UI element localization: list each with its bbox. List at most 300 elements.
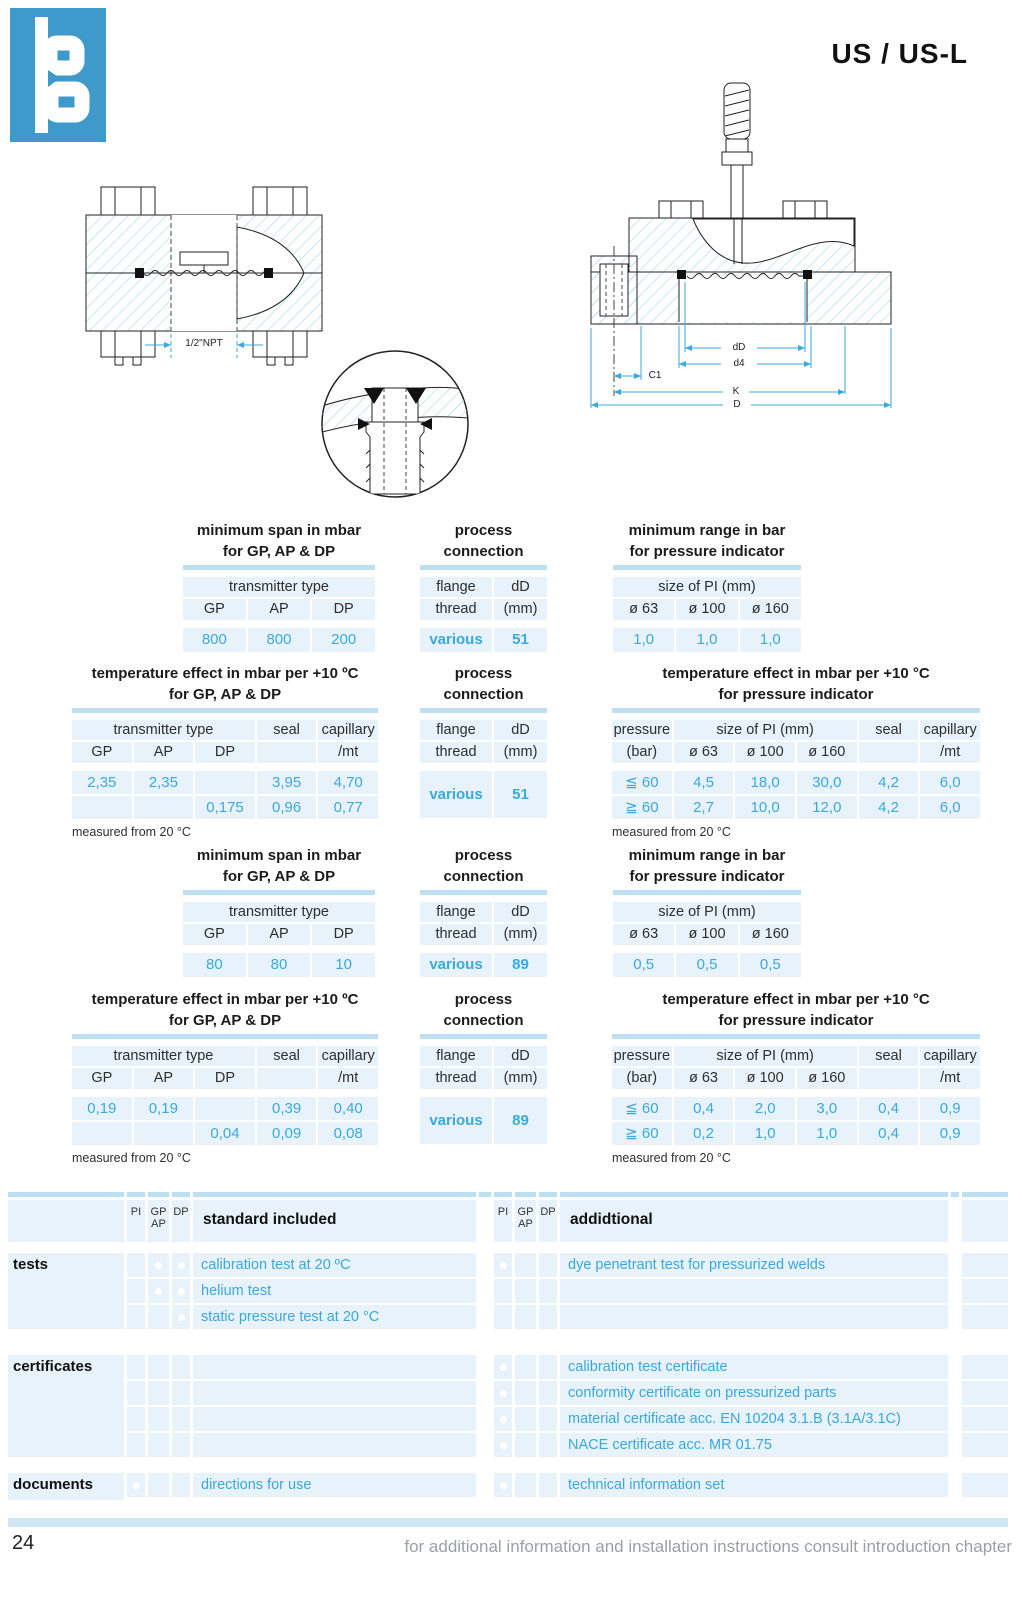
dp-cell <box>539 1433 557 1457</box>
column-header: flange <box>420 902 492 922</box>
value-cell: 10 <box>312 953 375 977</box>
dp-cell <box>539 1355 557 1379</box>
value-cell: 0,4 <box>859 1097 919 1120</box>
column-header: AP <box>134 1068 194 1089</box>
column-header: GP <box>72 742 132 763</box>
page-number: 24 <box>12 1532 35 1554</box>
pi-range-table-2 <box>613 845 801 977</box>
certificate-item: conformity certificate on pressurized parts <box>560 1381 948 1405</box>
dp-cell <box>172 1407 190 1431</box>
row-header: ≧ 60 <box>612 1122 672 1145</box>
value-cell: 2,0 <box>735 1097 795 1120</box>
pi-cell <box>494 1305 512 1329</box>
column-header: dD <box>494 1046 547 1066</box>
value-cell: various <box>420 771 492 818</box>
column-header: flange <box>420 577 492 597</box>
matrix-end-cell <box>962 1200 1008 1242</box>
pi-cell <box>494 1279 512 1303</box>
column-header: /mt <box>318 742 378 763</box>
value-cell: 800 <box>183 628 246 652</box>
group-header: size of PI (mm) <box>674 1046 857 1066</box>
gp-ap-cell <box>148 1253 169 1277</box>
pi-cell <box>494 1253 512 1277</box>
column-header: capillary <box>318 1046 378 1066</box>
dp-column-header: DP <box>172 1200 190 1242</box>
value-cell: 1,0 <box>797 1122 857 1145</box>
dp-cell <box>539 1305 557 1329</box>
gp-ap-cell <box>148 1407 169 1431</box>
table-header <box>183 902 375 945</box>
column-header: flange <box>420 720 492 740</box>
min-span-table-1 <box>183 520 375 652</box>
pi-column-header: PI <box>494 1200 512 1242</box>
matrix-label-header <box>8 1200 124 1242</box>
column-header: /mt <box>920 742 980 763</box>
table-footnote: measured from 20 °C <box>612 1151 731 1165</box>
process-connection-table-1 <box>420 520 547 652</box>
value-row <box>72 1122 378 1145</box>
pi-cell <box>127 1355 145 1379</box>
pi-cell <box>127 1279 145 1303</box>
table-title: temperature effect in mbar per +10 °C for pressure indicator <box>662 665 930 703</box>
certificate-item <box>193 1381 476 1405</box>
pi-cell <box>127 1381 145 1405</box>
value-cell: various <box>420 953 492 977</box>
column-header: (mm) <box>494 599 547 620</box>
value-cell: 10,0 <box>735 796 795 819</box>
value-cell <box>72 1122 132 1145</box>
value-cell: 0,04 <box>195 1122 255 1145</box>
value-row <box>612 771 980 794</box>
group-header: size of PI (mm) <box>613 577 801 597</box>
weld-detail-svg <box>320 340 470 508</box>
column-header <box>257 1068 317 1089</box>
pi-cell <box>494 1381 512 1405</box>
value-cell: 3,95 <box>257 771 317 794</box>
title-underline-bar <box>183 565 375 570</box>
column-header: AP <box>248 924 311 945</box>
pi-cell <box>127 1253 145 1277</box>
table-title: temperature effect in mbar per +10 ºC for GP, AP & DP <box>91 991 359 1029</box>
column-header: DP <box>195 1068 255 1089</box>
row-header: ≧ 60 <box>612 796 672 819</box>
table-title: minimum span in mbar for GP, AP & DP <box>196 522 362 560</box>
column-header: ø 100 <box>735 1068 795 1089</box>
min-span-table-2 <box>183 845 375 977</box>
gp-ap-cell <box>515 1407 536 1431</box>
value-cell: 0,5 <box>740 953 801 977</box>
pi-cell <box>494 1473 512 1497</box>
value-cell: 0,4 <box>674 1097 734 1120</box>
column-header: dD <box>494 902 547 922</box>
group-header: size of PI (mm) <box>613 902 801 922</box>
value-cell <box>134 1122 194 1145</box>
column-header: capillary <box>920 1046 980 1066</box>
certificate-item: NACE certificate acc. MR 01.75 <box>560 1433 948 1457</box>
drawing-flanged-seal <box>575 80 905 410</box>
dp-cell <box>539 1407 557 1431</box>
test-item: static pressure test at 20 °C <box>193 1305 476 1329</box>
gp-ap-cell <box>515 1473 536 1497</box>
certificate-item: material certificate acc. EN 10204 3.1.B (3.1A/3.1C) <box>560 1407 948 1431</box>
pi-cell <box>127 1473 145 1497</box>
value-cell <box>195 1097 255 1120</box>
value-cell: 4,70 <box>318 771 378 794</box>
documents-label: documents <box>8 1473 124 1500</box>
pi-cell <box>494 1433 512 1457</box>
column-header <box>859 742 919 763</box>
value-cell <box>72 796 132 819</box>
tests-label: tests <box>8 1253 124 1329</box>
table-header <box>72 1046 378 1089</box>
table-header <box>612 720 980 763</box>
dp-cell <box>539 1381 557 1405</box>
value-cell: 4,2 <box>859 796 919 819</box>
matrix-certificates-group <box>8 1355 1009 1457</box>
value-cell: 6,0 <box>920 796 980 819</box>
value-row <box>420 1097 547 1144</box>
value-row <box>183 953 375 977</box>
column-header: seal <box>257 1046 317 1066</box>
pi-cell <box>127 1433 145 1457</box>
test-item <box>560 1305 948 1329</box>
column-header: thread <box>420 742 492 763</box>
table-footnote: measured from 20 °C <box>612 825 731 839</box>
test-item: calibration test at 20 ºC <box>193 1253 476 1277</box>
process-connection-table-3 <box>420 845 547 977</box>
value-cell: 0,5 <box>676 953 737 977</box>
value-cell: 200 <box>312 628 375 652</box>
table-title: minimum range in bar for pressure indicator <box>628 847 786 885</box>
page-title: US / US-L <box>831 38 968 69</box>
value-row <box>420 953 547 977</box>
dot-marker <box>155 1288 162 1295</box>
value-cell: 0,09 <box>257 1122 317 1145</box>
gp-ap-cell <box>515 1433 536 1457</box>
column-header: DP <box>312 599 375 620</box>
column-header: (bar) <box>612 1068 672 1089</box>
column-header: capillary <box>920 720 980 740</box>
title-underline-bar <box>612 1034 980 1039</box>
column-header: ø 160 <box>740 924 801 945</box>
value-cell: 2,35 <box>72 771 132 794</box>
footer-divider-bar <box>8 1518 1008 1527</box>
dim-label-dD: dD <box>730 342 749 353</box>
dot-marker <box>178 1262 185 1269</box>
table-header <box>420 720 547 763</box>
value-row <box>612 1122 980 1145</box>
dot-marker <box>155 1262 162 1269</box>
column-header: DP <box>195 742 255 763</box>
value-cell: various <box>420 628 492 652</box>
value-cell: 0,9 <box>920 1122 980 1145</box>
title-underline-bar <box>72 1034 378 1039</box>
value-row <box>613 953 801 977</box>
table-title: process connection <box>443 522 524 560</box>
value-cell: 4,2 <box>859 771 919 794</box>
title-underline-bar <box>420 1034 547 1039</box>
table-title: temperature effect in mbar per +10 °C for pressure indicator <box>662 991 930 1029</box>
value-row <box>72 796 378 819</box>
column-header: ø 63 <box>613 599 674 620</box>
dim-label-D: D <box>730 399 743 410</box>
column-header: dD <box>494 577 547 597</box>
matrix-end-cell <box>962 1355 1008 1379</box>
value-cell <box>195 771 255 794</box>
dot-marker <box>500 1482 507 1489</box>
column-header: seal <box>859 720 919 740</box>
table-footnote: measured from 20 °C <box>72 825 191 839</box>
value-cell: 0,39 <box>257 1097 317 1120</box>
test-item: helium test <box>193 1279 476 1303</box>
group-header: transmitter type <box>183 577 375 597</box>
pi-column-header: PI <box>127 1200 145 1242</box>
value-cell: 2,35 <box>134 771 194 794</box>
test-item: dye penetrant test for pressurized welds <box>560 1253 948 1277</box>
value-cell: 51 <box>494 628 547 652</box>
group-header: transmitter type <box>72 1046 255 1066</box>
gp-ap-cell <box>148 1279 169 1303</box>
table-title: process connection <box>443 991 524 1029</box>
table-header <box>420 577 547 620</box>
title-underline-bar <box>420 565 547 570</box>
column-header: GP <box>183 599 246 620</box>
group-header: transmitter type <box>183 902 375 922</box>
matrix-end-cell <box>962 1407 1008 1431</box>
value-cell: 2,7 <box>674 796 734 819</box>
dot-marker <box>178 1288 185 1295</box>
matrix-documents-group <box>8 1473 1009 1500</box>
column-header: ø 63 <box>674 1068 734 1089</box>
gp-ap-cell <box>148 1381 169 1405</box>
value-row <box>72 771 378 794</box>
dot-marker <box>500 1442 507 1449</box>
table-header <box>613 902 801 945</box>
matrix-end-cell <box>962 1473 1008 1497</box>
value-cell: 0,9 <box>920 1097 980 1120</box>
process-connection-table-2 <box>420 663 547 818</box>
value-cell: 0,2 <box>674 1122 734 1145</box>
column-header: thread <box>420 599 492 620</box>
row-header: ≦ 60 <box>612 1097 672 1120</box>
badotherm-logo <box>10 8 106 142</box>
value-row <box>72 1097 378 1120</box>
value-row <box>420 771 547 818</box>
gp-ap-column-header: GP AP <box>515 1200 536 1242</box>
test-item <box>560 1279 948 1303</box>
dp-cell <box>172 1305 190 1329</box>
table-title: process connection <box>443 847 524 885</box>
dp-cell <box>172 1381 190 1405</box>
value-row <box>183 628 375 652</box>
column-header: AP <box>248 599 311 620</box>
value-cell: 0,40 <box>318 1097 378 1120</box>
footer-note: for additional information and installation instructions consult introduction chapter <box>404 1537 1012 1556</box>
value-cell: 0,4 <box>859 1122 919 1145</box>
value-cell: 80 <box>183 953 246 977</box>
table-header <box>420 1046 547 1089</box>
column-header: capillary <box>318 720 378 740</box>
table-header <box>72 720 378 763</box>
drawing-threaded-seal <box>85 182 323 367</box>
dim-label-d4: d4 <box>730 358 747 369</box>
gp-ap-cell <box>515 1305 536 1329</box>
temp-effect-table-1 <box>72 663 378 839</box>
value-cell: 0,08 <box>318 1122 378 1145</box>
certificate-item <box>193 1407 476 1431</box>
column-header: pressure <box>613 722 671 738</box>
value-cell: 89 <box>494 953 547 977</box>
dim-label-C1: C1 <box>646 370 665 381</box>
dp-cell <box>172 1433 190 1457</box>
column-header: GP <box>72 1068 132 1089</box>
certificates-label: certificates <box>8 1355 124 1457</box>
value-row <box>420 628 547 652</box>
column-header: /mt <box>920 1068 980 1089</box>
column-header <box>257 742 317 763</box>
column-header: ø 63 <box>613 924 674 945</box>
value-cell: 3,0 <box>797 1097 857 1120</box>
column-header: AP <box>134 742 194 763</box>
title-underline-bar <box>420 708 547 713</box>
value-cell: 12,0 <box>797 796 857 819</box>
table-header <box>612 1046 980 1089</box>
table-header <box>613 577 801 620</box>
gp-ap-column-header: GP AP <box>148 1200 169 1242</box>
title-underline-bar <box>72 708 378 713</box>
column-header: GP <box>183 924 246 945</box>
table-header <box>420 902 547 945</box>
gp-ap-cell <box>515 1253 536 1277</box>
standard-included-header: standard included <box>193 1200 476 1242</box>
certificate-item: calibration test certificate <box>560 1355 948 1379</box>
column-header: thread <box>420 924 492 945</box>
document-item: technical information set <box>560 1473 948 1497</box>
dot-marker <box>133 1482 140 1489</box>
title-underline-bar <box>613 890 801 895</box>
pi-temp-effect-table-1 <box>612 663 980 839</box>
value-cell: 89 <box>494 1097 547 1144</box>
table-title: minimum range in bar for pressure indicator <box>628 522 786 560</box>
dim-label-K: K <box>730 386 743 397</box>
gp-ap-cell <box>515 1279 536 1303</box>
column-header: (mm) <box>494 742 547 763</box>
gp-ap-cell <box>148 1473 169 1497</box>
matrix-tests-group <box>8 1253 1009 1329</box>
value-cell: 0,96 <box>257 796 317 819</box>
dp-cell <box>172 1253 190 1277</box>
pi-temp-effect-table-2 <box>612 989 980 1165</box>
gp-ap-cell <box>148 1433 169 1457</box>
column-header: seal <box>859 1046 919 1066</box>
value-cell: 4,5 <box>674 771 734 794</box>
column-header: /mt <box>318 1068 378 1089</box>
table-title: process connection <box>443 665 524 703</box>
value-cell: 18,0 <box>735 771 795 794</box>
value-cell: 0,175 <box>195 796 255 819</box>
value-cell: 0,5 <box>613 953 674 977</box>
matrix-top-bar <box>8 1192 1009 1197</box>
matrix-end-cell <box>962 1381 1008 1405</box>
dp-cell <box>539 1473 557 1497</box>
value-row <box>612 1097 980 1120</box>
dp-column-header: DP <box>539 1200 557 1242</box>
value-cell: 1,0 <box>613 628 674 652</box>
column-header: flange <box>420 1046 492 1066</box>
gp-ap-cell <box>148 1355 169 1379</box>
matrix-header <box>8 1200 1009 1242</box>
title-underline-bar <box>613 565 801 570</box>
pi-cell <box>127 1407 145 1431</box>
dp-cell <box>172 1473 190 1497</box>
value-row <box>613 628 801 652</box>
column-header: pressure <box>613 1048 671 1064</box>
title-underline-bar <box>183 890 375 895</box>
column-header: ø 63 <box>674 742 734 763</box>
table-title: minimum span in mbar for GP, AP & DP <box>196 847 362 885</box>
dim-label-npt: 1/2"NPT <box>182 338 225 349</box>
column-header: seal <box>257 720 317 740</box>
drawing-weld-detail <box>320 340 470 508</box>
matrix-end-cell <box>962 1305 1008 1329</box>
column-header: dD <box>494 720 547 740</box>
group-header: transmitter type <box>72 720 255 740</box>
pi-cell <box>494 1407 512 1431</box>
dp-cell <box>539 1279 557 1303</box>
column-header: (mm) <box>494 1068 547 1089</box>
gp-ap-cell <box>515 1355 536 1379</box>
pi-cell <box>127 1305 145 1329</box>
table-footnote: measured from 20 °C <box>72 1151 191 1165</box>
column-header: (mm) <box>494 924 547 945</box>
value-cell: 0,19 <box>72 1097 132 1120</box>
dot-marker <box>500 1416 507 1423</box>
pi-cell <box>494 1355 512 1379</box>
dot-marker <box>178 1314 185 1321</box>
column-header: DP <box>312 924 375 945</box>
gp-ap-cell <box>148 1305 169 1329</box>
value-cell <box>134 796 194 819</box>
value-cell: 51 <box>494 771 547 818</box>
column-header: ø 160 <box>740 599 801 620</box>
certificate-item <box>193 1433 476 1457</box>
dp-cell <box>172 1279 190 1303</box>
table-title: temperature effect in mbar per +10 ºC for GP, AP & DP <box>91 665 359 703</box>
title-underline-bar <box>612 708 980 713</box>
column-header: ø 160 <box>797 1068 857 1089</box>
additional-header: addidtional <box>560 1200 948 1242</box>
temp-effect-table-2 <box>72 989 378 1165</box>
matrix-end-cell <box>962 1279 1008 1303</box>
process-connection-table-4 <box>420 989 547 1144</box>
column-header: ø 100 <box>735 742 795 763</box>
group-header: size of PI (mm) <box>674 720 857 740</box>
column-header <box>859 1068 919 1089</box>
value-cell: 80 <box>248 953 311 977</box>
matrix-end-cell <box>962 1433 1008 1457</box>
matrix-end-cell <box>962 1253 1008 1277</box>
dot-marker <box>500 1390 507 1397</box>
row-header: ≦ 60 <box>612 771 672 794</box>
value-cell: various <box>420 1097 492 1144</box>
dot-marker <box>500 1364 507 1371</box>
column-header: ø 100 <box>676 924 737 945</box>
value-cell: 30,0 <box>797 771 857 794</box>
title-underline-bar <box>420 890 547 895</box>
value-cell: 1,0 <box>676 628 737 652</box>
dot-marker <box>500 1262 507 1269</box>
dp-cell <box>172 1355 190 1379</box>
